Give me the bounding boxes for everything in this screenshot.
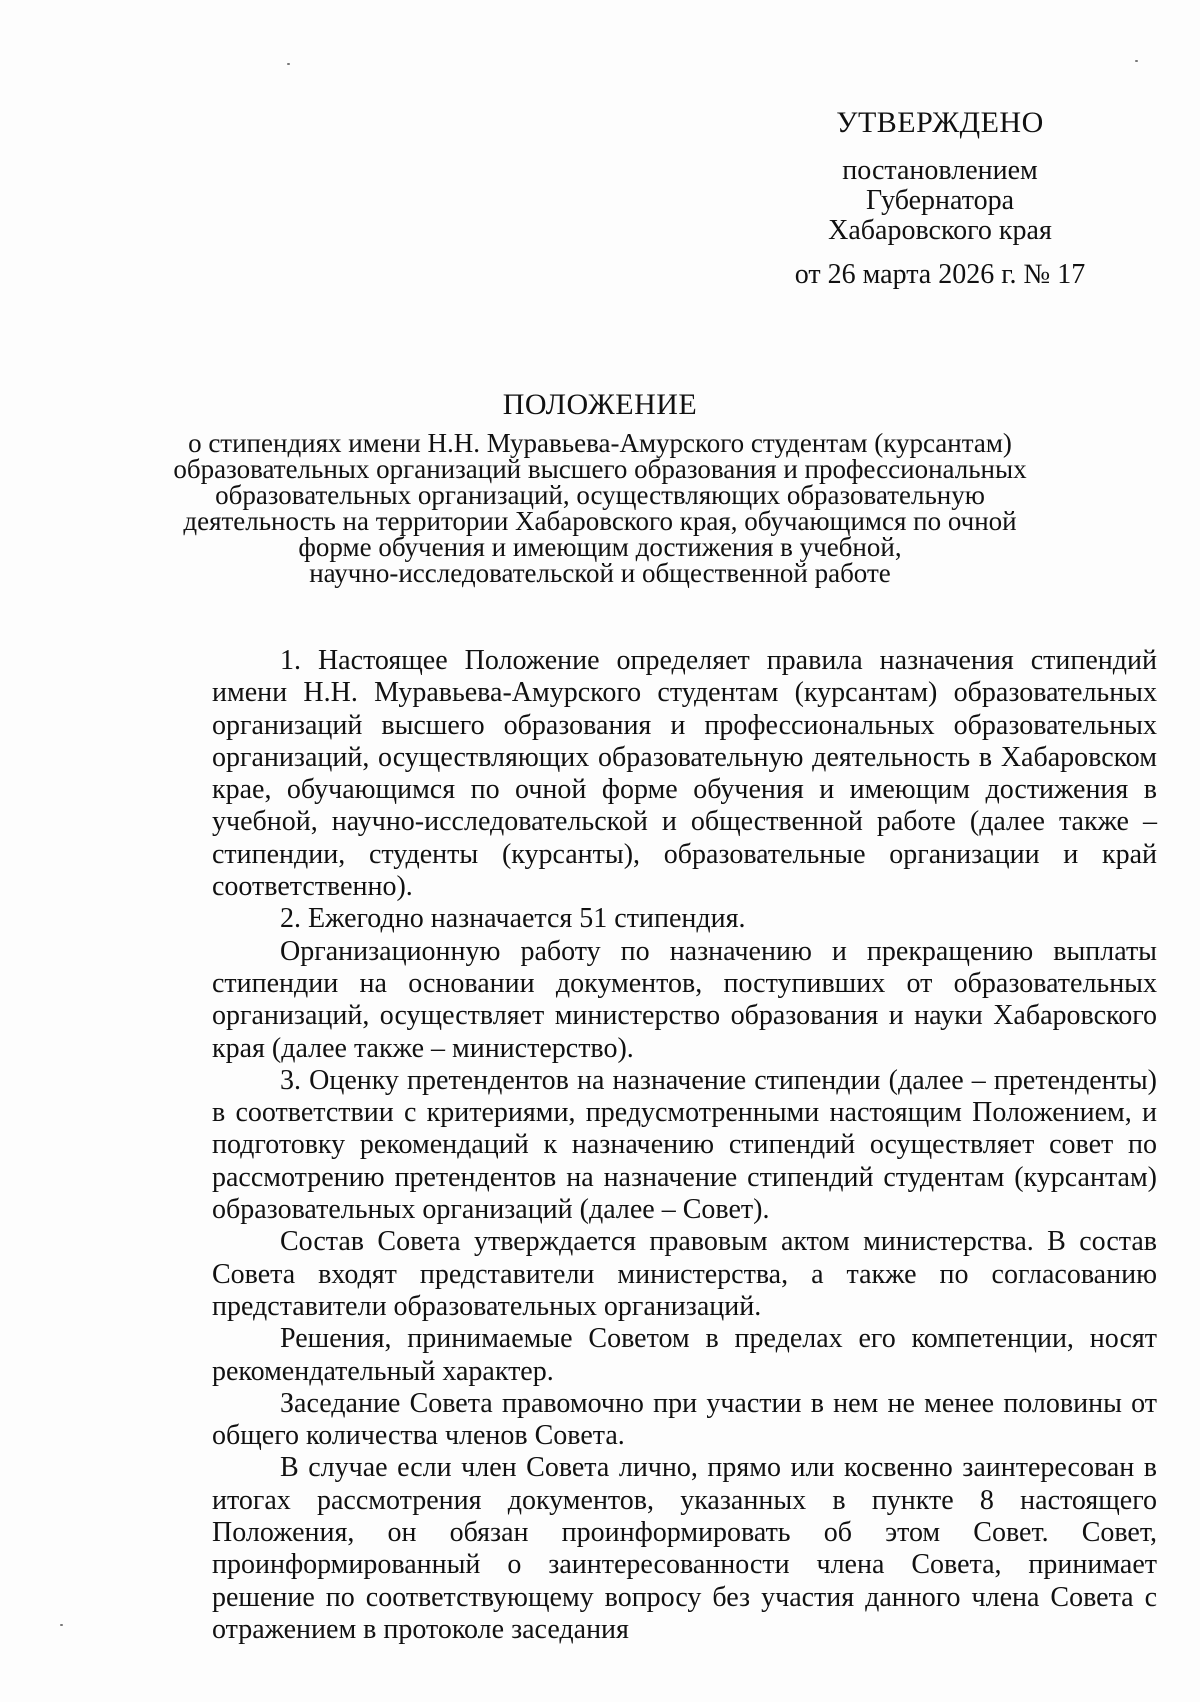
- subtitle-line: образовательных организаций, осуществляющих образовательную: [215, 480, 985, 510]
- approval-date: от 26 марта 2026 г. № 17: [794, 259, 1086, 290]
- paragraph: 2. Ежегодно назначается 51 стипендия.: [280, 903, 746, 935]
- approval-stamp: [760, 108, 1120, 290]
- scan-speck: [1135, 60, 1138, 62]
- subtitle-line: о стипендиях имени Н.Н. Муравьева-Амурского студентам (курсантам): [188, 428, 1012, 458]
- paragraph: Организационную работу по назначению и прекращению выплаты стипендии на основании документов, поступивших от образовательных организаций, осуществляет министерство образования и науки Хабаровского края (далее также – министерство).: [212, 935, 1157, 1064]
- subtitle-line: научно-исследовательской и общественной работе: [309, 558, 891, 588]
- scan-speck: [287, 63, 290, 65]
- paragraph: 3. Оценку претендентов на назначение стипендии (далее – претенденты) в соответствии с критериями, предусмотренными настоящим Положением, и подготовку рекомендаций к назначению стипендий осуществляет совет по рассмотрению претендентов на назначение стипендий студентам (курсантам) образовательных организаций (далее – Совет).: [212, 1064, 1157, 1226]
- subtitle-line: форме обучения и имеющим достижения в учебной,: [298, 532, 902, 562]
- approval-title: УТВЕРЖДЕНО: [836, 106, 1044, 139]
- paragraph: 1. Настоящее Положение определяет правила назначения стипендий имени Н.Н. Муравьева-Амурского студентам (курсантам) образовательных организаций высшего образования и профессиональных образовательных организаций, осуществляющих образовательную деятельность в Хабаровском крае, обучающимся по очной форме обучения и имеющим достижения в учебной, научно-исследовательской и общественной работе (далее также – стипендии, студенты (курсанты), образовательные организации и край соответственно).: [212, 645, 1157, 903]
- scan-speck: [60, 1624, 63, 1626]
- document-title: ПОЛОЖЕНИЕ: [502, 388, 698, 421]
- approval-line: Хабаровского края: [828, 215, 1052, 246]
- subtitle-line: образовательных организаций высшего образования и профессиональных: [173, 454, 1027, 484]
- paragraph: Решения, принимаемые Советом в пределах его компетенции, носят рекомендательный характер.: [212, 1323, 1157, 1387]
- document-body: [212, 645, 1157, 1646]
- approval-line: Губернатора: [865, 185, 1015, 216]
- paragraph: Заседание Совета правомочно при участии в нем не менее половины от общего количества членов Совета.: [212, 1387, 1157, 1452]
- subtitle-line: деятельность на территории Хабаровского края, обучающимся по очной: [183, 506, 1017, 536]
- paragraph: Состав Совета утверждается правовым актом министерства. В состав Совета входят представители министерства, а также по согласованию представители образовательных организаций.: [212, 1226, 1157, 1322]
- paragraph: В случае если член Совета лично, прямо или косвенно заинтересован в итогах рассмотрения документов, указанных в пункте 8 настоящего Положения, он обязан проинформировать об этом Совет. Совет, проинформированный о заинтересованности члена Совета, принимает решение по соответствующему вопросу без участия данного члена Совета с отражением в протоколе заседания: [212, 1452, 1157, 1645]
- approval-line: постановлением: [842, 155, 1038, 186]
- document-subtitle: [160, 430, 1040, 586]
